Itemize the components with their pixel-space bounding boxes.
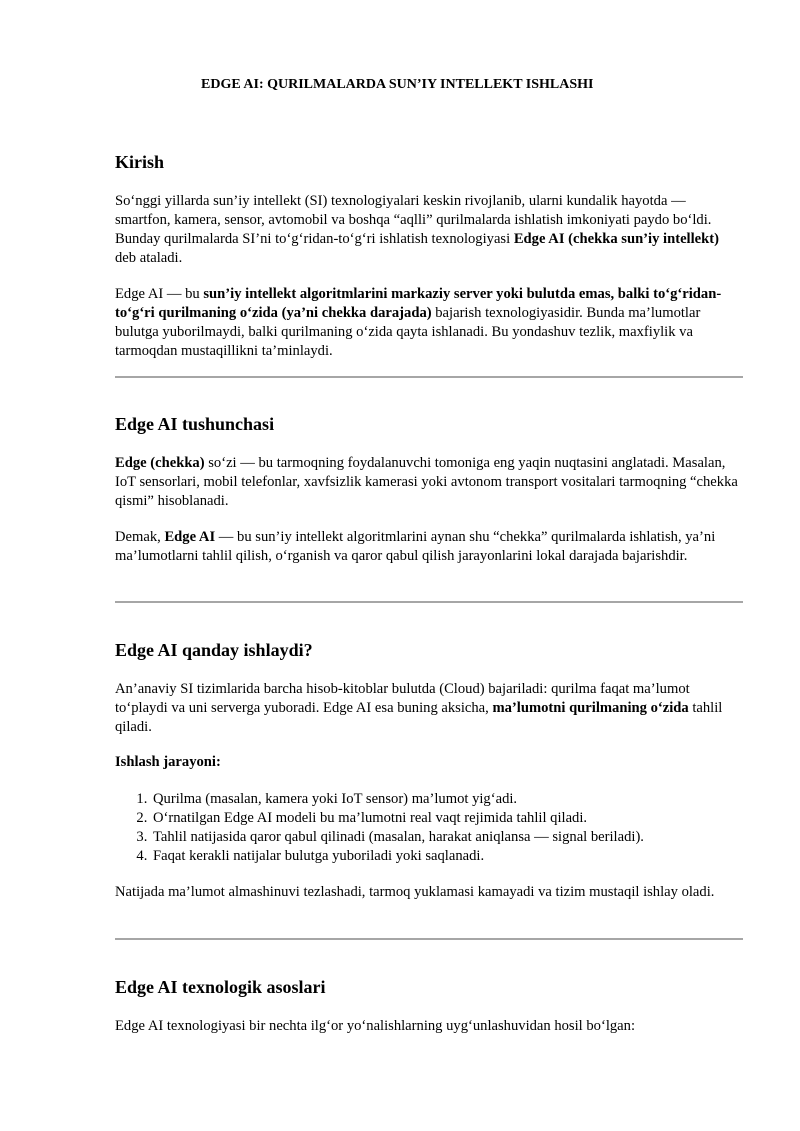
- concept-p2-bold1: Edge AI: [164, 529, 216, 545]
- section-intro: [115, 151, 743, 173]
- how-heading: Edge AI qanday ishlaydi?: [115, 640, 313, 660]
- how-process-label-block: [115, 753, 743, 772]
- concept-paragraph-2: [115, 528, 743, 566]
- how-p2: Natijada ma’lumot almashinuvi tezlashadi, tarmoq yuklamasi kamayadi va tizim mustaqil ishlay oladi.: [115, 884, 715, 900]
- concept-p1-bold1: Edge (chekka): [115, 455, 205, 471]
- how-paragraph-2: [115, 883, 743, 902]
- section-divider: [115, 376, 743, 378]
- document-title: EDGE AI: QURILMALARDA SUN’IY INTELLEKT ISHLASHI: [201, 77, 594, 92]
- basics-paragraph-1: [115, 1017, 743, 1036]
- intro-p1: [115, 192, 743, 268]
- intro-p2: [115, 285, 743, 361]
- intro-heading: Kirish: [115, 152, 165, 172]
- process-steps: [115, 790, 743, 866]
- section-divider: [115, 938, 743, 940]
- intro-paragraph-2: [115, 285, 743, 361]
- how-p1-bold1: ma’lumotni qurilmaning o‘zida: [492, 700, 689, 716]
- section-basics: [115, 976, 743, 998]
- section-how: [115, 639, 743, 661]
- list-item: 1. Qurilma (masalan, kamera yoki IoT sensor) ma’lumot yig‘adi.: [151, 790, 743, 809]
- intro-p1-text1: So‘nggi yillarda sun’iy intellekt (SI) texnologiyalari keskin rivojlanib, ularni kundalik hayotda — smartfon, kamera, sensor, avtomobil va boshqa “aqlli” qurilmalarda ishlatish imkoniyati paydo bo‘ldi. Bunday qurilmalarda SI’ni to‘g‘ridan-to‘g‘ri ishlatish texnologiyasi: [115, 193, 712, 247]
- list-item: 4. Faqat kerakli natijalar bulutga yuboriladi yoki saqlanadi.: [151, 847, 743, 866]
- concept-p2-text2: — bu sun’iy intellekt algoritmlarini aynan shu “chekka” qurilmalarda ishlatish, ya’ni ma’lumotlarni tahlil qilish, o‘rganish va qaror qabul qilish jarayonlarini lokal darajada bajarishdir.: [115, 529, 716, 564]
- concept-paragraph-1: [115, 454, 743, 511]
- process-label: [115, 753, 743, 772]
- intro-p1-text2: deb ataladi.: [115, 250, 183, 266]
- section-divider: [115, 601, 743, 603]
- basics-p1: Edge AI texnologiyasi bir nechta ilg‘or yo‘nalishlarning uyg‘unlashuvidan hosil bo‘lgan:: [115, 1018, 636, 1034]
- how-p1: [115, 680, 743, 737]
- section-concept: [115, 413, 743, 435]
- process-label-text: Ishlash jarayoni:: [115, 754, 221, 770]
- concept-p2: [115, 528, 743, 566]
- intro-paragraph-1: [115, 192, 743, 268]
- list-item: 2. O‘rnatilgan Edge AI modeli bu ma’lumotni real vaqt rejimida tahlil qiladi.: [151, 809, 743, 828]
- how-paragraph-1: [115, 680, 743, 737]
- concept-p1: [115, 454, 743, 511]
- how-p1-text1: An’anaviy SI tizimlarida barcha hisob-kitoblar bulutda (Cloud) bajariladi: qurilma faqat ma’lumot to‘playdi va uni serverga yuboradi. Edge AI esa buning aksicha,: [115, 681, 690, 716]
- intro-p2-bold1: sun’iy intellekt algoritmlarini markaziy server yoki bulutda emas, balki to‘g‘ridan-to‘g‘ri qurilmaning o‘zida (ya’ni chekka darajada): [115, 286, 722, 321]
- concept-p2-text1: Demak,: [115, 529, 165, 545]
- intro-p2-text1: Edge AI — bu: [115, 286, 204, 302]
- concept-heading: Edge AI tushunchasi: [115, 414, 275, 434]
- basics-heading: Edge AI texnologik asoslari: [115, 977, 326, 997]
- intro-p1-bold1: Edge AI (chekka sun’iy intellekt): [513, 231, 719, 247]
- concept-p1-text1: so‘zi — bu tarmoqning foydalanuvchi tomoniga eng yaqin nuqtasini anglatadi. Masalan, IoT sensorlari, mobil telefonlar, xavfsizlik kamerasi yoki avtonom transport vositalari tarmoqning “chekka qismi” hisoblanadi.: [115, 455, 738, 509]
- intro-p2-text2: bajarish texnologiyasidir. Bunda ma’lumotlar bulutga yuborilmaydi, balki qurilmaning o‘zida qayta ishlanadi. Bu yondashuv tezlik, maxfiylik va tarmoqdan mustaqillikni ta’minlaydi.: [115, 305, 701, 359]
- list-item: 3. Tahlil natijasida qaror qabul qilinadi (masalan, harakat aniqlansa — signal beriladi).: [151, 828, 743, 847]
- process-steps-list: [115, 790, 743, 866]
- how-p1-text2: tahlil qiladi.: [115, 700, 723, 735]
